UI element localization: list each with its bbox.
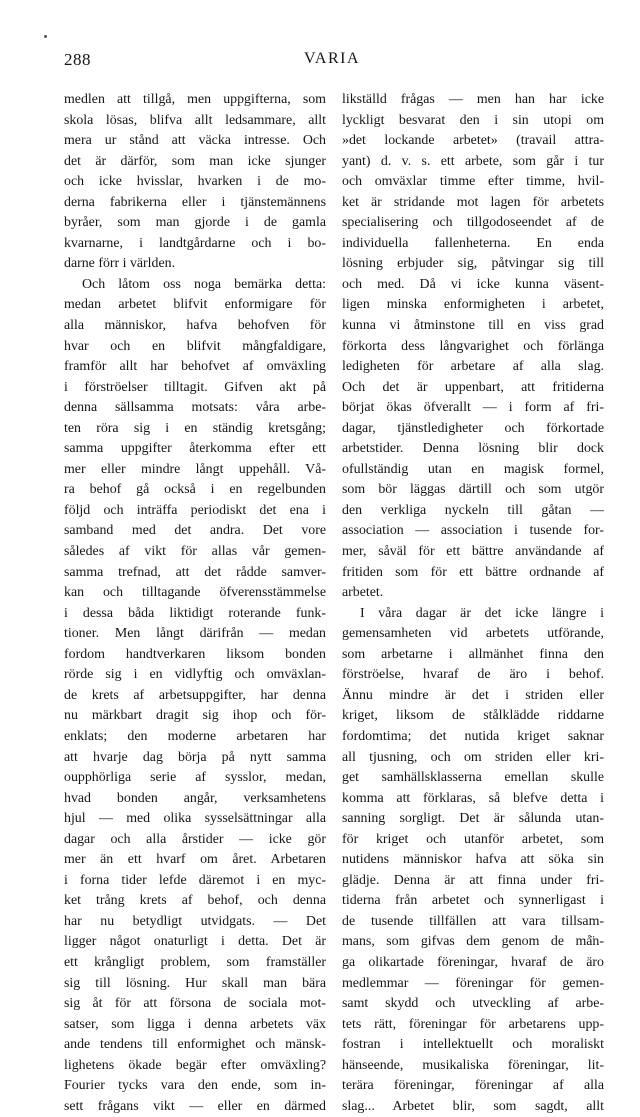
text-line: get samhällsklasserna emellan skulle <box>342 770 604 786</box>
text-line: lyckligt besvarat den i sin utopi om <box>342 112 604 128</box>
text-line: de tusende tillfällen att vara tillsam- <box>342 913 604 929</box>
text-line: således af vikt för allas vår gemen- <box>64 544 326 560</box>
text-line: ra behof gå också i en regelbunden <box>64 482 326 498</box>
text-line: medlemmar — föreningar för gemen- <box>342 975 604 991</box>
text-line: specialisering och tillgodoseendet af de <box>342 215 604 231</box>
text-line: fostran i intellektuellt och moraliskt <box>342 1037 604 1053</box>
text-line: samma uppgifter återkomma efter ett <box>64 441 326 457</box>
text-line: mer eller mindre långt uppehåll. Vå- <box>64 461 326 477</box>
text-line: Fourier tycks vara den ende, som in- <box>64 1078 326 1094</box>
text-line: det är därför, som man icke sjunger <box>64 153 326 169</box>
text-line: komma att förklaras, så blefve detta i <box>342 790 604 806</box>
text-line: dagar, tjänstledigheter och förkortade <box>342 420 604 436</box>
text-line: oupphörliga serie af sysslor, medan, <box>64 770 326 786</box>
text-line: nutidens människor hafva att söka sin <box>342 852 604 868</box>
text-line: terära föreningar, föreningar af alla <box>342 1078 604 1094</box>
text-line: alla människor, hafva behofven för <box>64 318 326 334</box>
text-line: I våra dagar är det icke längre i <box>360 605 604 621</box>
text-line: samma trefnad, att det rådde samver- <box>64 564 326 580</box>
text-line: börjat ökas öfverallt — i form af fri- <box>342 400 604 416</box>
text-line: kvarnarne, i landtgårdarne och i bo- <box>64 235 326 251</box>
text-line: nu märkbart dragit sig ihop och för- <box>64 708 326 724</box>
text-line: medan arbetet blifvit enformigare för <box>64 297 326 313</box>
text-line: satser, som ligga i denna arbetets väx <box>64 1016 326 1032</box>
text-line: tioner. Men långt därifrån — medan <box>64 626 326 642</box>
text-line: arbetstider. Denna lösning blir dock <box>342 441 604 457</box>
text-line: ten röra sig i en ständig kretsgång; <box>64 420 326 436</box>
text-line: likställd frågas — men han har icke <box>342 92 604 107</box>
text-line: för kriget och utanför arbetet, som <box>342 831 604 847</box>
text-line: och icke hvisslar, hvarken i de mo- <box>64 174 326 190</box>
text-line: »det lockande arbetet» (travail attra- <box>342 133 604 149</box>
text-line: ledigheten för arbetare af alla slag. <box>342 359 604 375</box>
text-line: och omväxlar timme efter timme, hvil- <box>342 174 604 190</box>
text-line: dagar och alla årstider — icke gör <box>64 831 326 847</box>
text-line: att hvarje dag börja på nytt samma <box>64 749 326 765</box>
text-line: tiderna från arbetet och synnerligast i <box>342 893 604 909</box>
text-line: ande tendens till enformighet och mänsk- <box>64 1037 326 1053</box>
text-line: lösning erbjuder sig, påtvingar sig till <box>342 256 604 272</box>
text-line: fritiden som för ett bättre ordnande af <box>342 564 604 580</box>
text-line: lighetens ökade begär efter omväxling? <box>64 1057 326 1073</box>
text-line: ofullständig utan en magisk formel, <box>342 461 604 477</box>
text-line: Och det är uppenbart, att fritiderna <box>342 379 604 395</box>
text-line: och med. Då vi icke kunna väsent- <box>342 276 604 292</box>
text-line: ligen minska enformigheten i arbetet, <box>342 297 604 313</box>
text-line: framför allt har behofvet af omväxling <box>64 359 326 375</box>
text-line: har nu betydligt utvidgats. — Det <box>64 913 326 929</box>
text-line: darne förr i världen. <box>64 256 176 272</box>
text-line: rörde sig i en vidlyftig och omväxlan- <box>64 667 326 683</box>
text-line: ligger något onaturligt i detta. Det är <box>64 934 326 950</box>
text-line: sanning sorgligt. Det är sålunda utan- <box>342 811 604 827</box>
text-line: ket är stridande mot lagen för arbetets <box>342 194 604 210</box>
text-line: kunna vi åtminstone till en viss grad <box>342 318 604 334</box>
text-line: den verkliga nyckeln till gåtan — <box>342 502 604 518</box>
text-line: ga olikartade föreningar, hvaraf de äro <box>342 954 604 970</box>
page-header <box>64 50 600 76</box>
text-line: förströelse, hvaraf de äro i behof. <box>342 667 604 683</box>
text-line: samt skydd och utveckling af arbe- <box>342 996 604 1012</box>
text-line: medlen att tillgå, men uppgifterna, som <box>64 92 326 107</box>
left-column <box>64 90 326 1117</box>
text-line: i forna tider lefde däremot i en myc- <box>64 872 326 888</box>
text-line: kan och tilltagande öfverensstämmelse <box>64 585 326 601</box>
text-line: derna fabrikerna eller i tjänstemännens <box>64 194 326 210</box>
text-line: mer än ett hvarf om året. Arbetaren <box>64 852 326 868</box>
running-head: VARIA <box>303 50 361 67</box>
text-line: sett frågans vikt — eller en därmed <box>64 1098 326 1114</box>
text-line: all tjusning, och om striden eller kri- <box>342 749 604 765</box>
text-line: som bör läggas därtill och som utgör <box>342 482 604 498</box>
text-line: individuella fallenheterna. En enda <box>342 235 604 251</box>
text-line: denna sällsamma motsats: våra arbe- <box>64 400 326 416</box>
text-line: mans, som gifvas dem genom de må̈n- <box>342 934 604 950</box>
text-line: sig till lösning. Hur skall man bära <box>64 975 326 991</box>
text-line: de krets af arbetsuppgifter, har denna <box>64 687 326 703</box>
text-line: Och låtom oss noga bemärka detta: <box>82 276 326 292</box>
text-line: byråer, som man gjorde i de gamla <box>64 215 326 231</box>
text-line: yant) d. v. s. ett arbete, som går i tur <box>342 153 604 169</box>
right-column <box>342 90 604 1117</box>
text-line: förkorta dess långvarighet och förlänga <box>342 338 604 354</box>
text-line: tets rätt, föreningar för arbetarens upp- <box>342 1016 604 1032</box>
text-line: sig åt för att försona de sociala mot- <box>64 996 326 1012</box>
text-line: Ännu mindre är det i striden eller <box>342 687 604 703</box>
text-line: hvad bonden angår, verksamhetens <box>64 790 326 806</box>
margin-dot <box>44 35 47 38</box>
text-line: gemensamheten vid arbetets utförande, <box>342 626 604 642</box>
text-line: i dessa båda liktidigt roterande funk- <box>64 605 326 621</box>
text-line: hjul — med olika sysselsättningar alla <box>64 811 326 827</box>
text-line: fordomtima; det nutida kriget saknar <box>342 728 604 744</box>
text-line: hänseende, musikaliska föreningar, lit- <box>342 1057 604 1073</box>
text-line: mer, såväl för ett bättre användande af <box>342 544 604 560</box>
text-line: som arbetarne i allmänhet finna den <box>342 646 604 662</box>
text-line: ket trång krets af behof, och denna <box>64 893 326 909</box>
text-line: mera ur stånd att väcka intresse. Och <box>64 133 326 149</box>
text-line: glädje. Denna är att finna under fri- <box>342 872 604 888</box>
text-line: i förströelser tilltagit. Gifven akt på <box>64 379 326 395</box>
text-line: skola lösas, blifva allt ledsammare, allt <box>64 112 326 128</box>
text-line: kriget, liksom de stålklädde riddarne <box>342 708 604 724</box>
text-line: hvar och en blifvit mångfaldigare, <box>64 338 326 354</box>
text-line: slag... Arbetet blir, som sagdt, allt <box>342 1098 604 1114</box>
text-line: enklats; den moderne arbetaren har <box>64 728 326 744</box>
text-line: följd och inträffa periodiskt det ena i <box>64 502 326 518</box>
text-line: samband med det andra. Det vore <box>64 523 326 539</box>
text-line: fordom handtverkaren liksom bonden <box>64 646 326 662</box>
text-line: association — association i tusende for- <box>342 523 604 539</box>
page-number: 288 <box>64 50 91 69</box>
text-line: arbetet. <box>342 585 384 601</box>
text-line: ett krångligt problem, som framställer <box>64 954 326 970</box>
